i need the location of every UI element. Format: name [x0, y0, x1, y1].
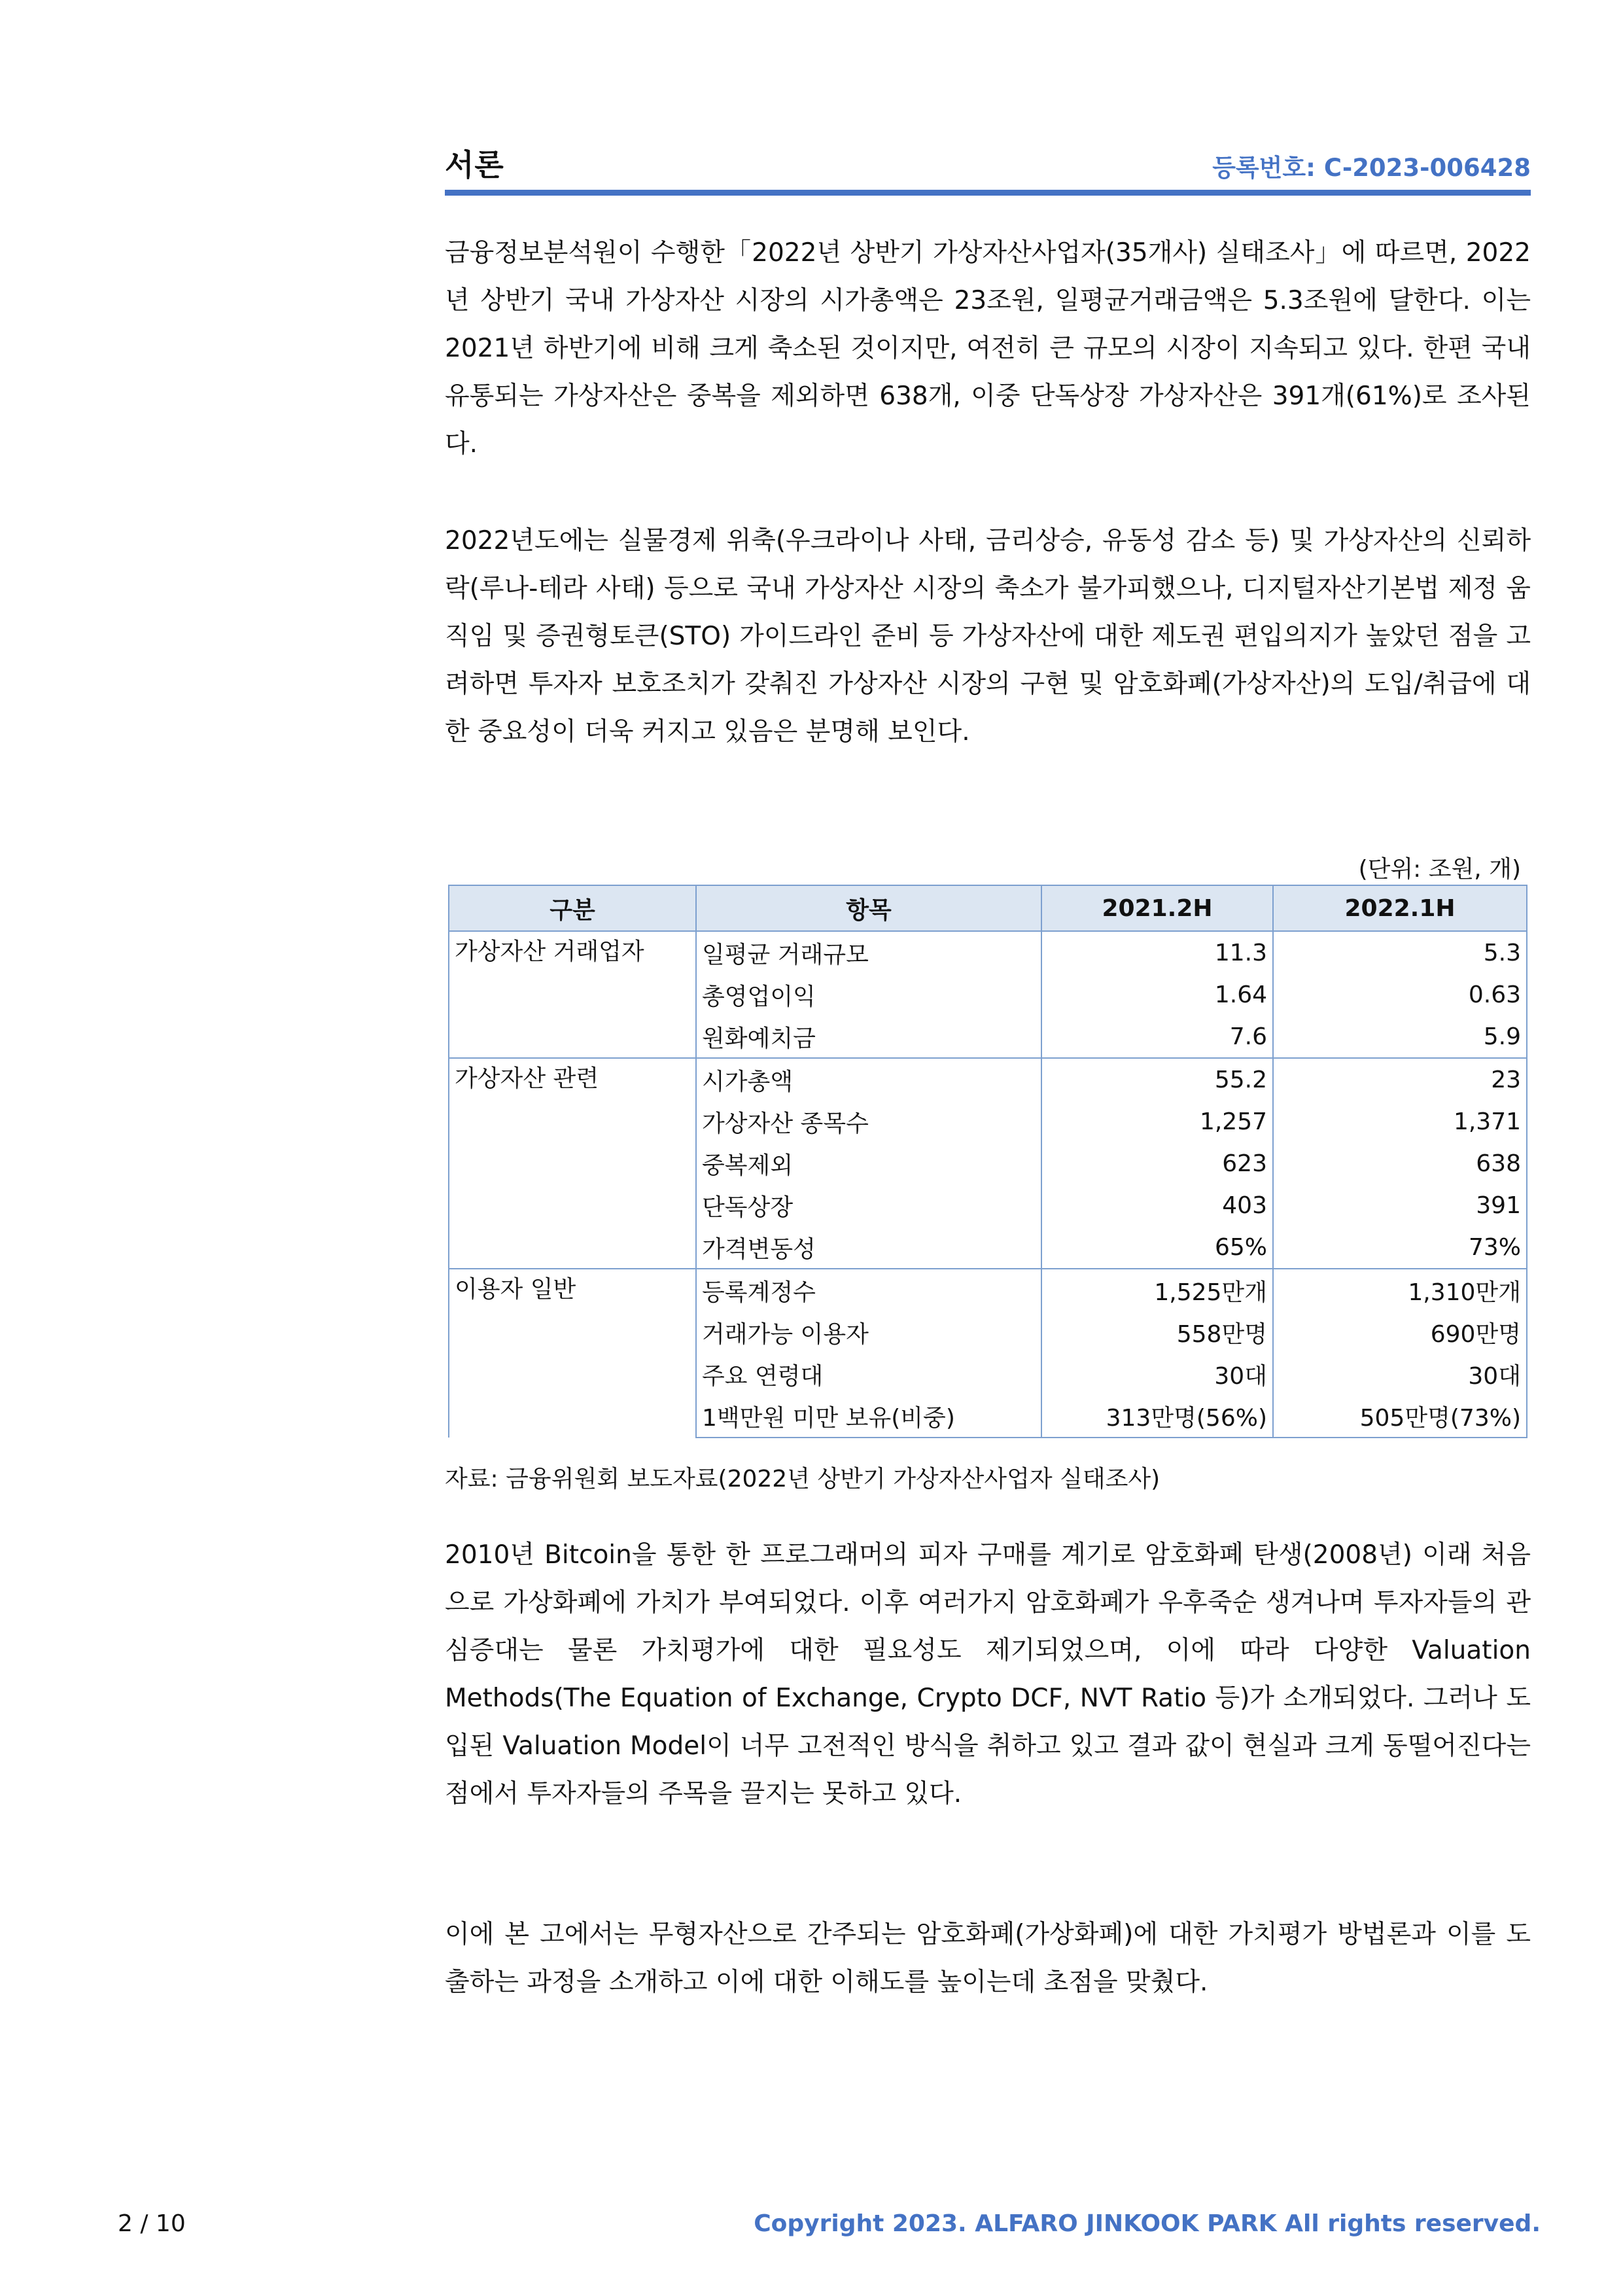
value-2021-cell: 313만명(56%)	[1041, 1395, 1273, 1438]
value-2022-cell: 5.9	[1273, 1016, 1527, 1058]
value-2022-cell: 391	[1273, 1184, 1527, 1226]
item-cell: 총영업이익	[696, 974, 1041, 1016]
item-cell: 시가총액	[696, 1058, 1041, 1101]
header-category: 구분	[449, 885, 696, 931]
item-cell: 원화예치금	[696, 1016, 1041, 1058]
page-header	[445, 143, 1531, 196]
item-cell: 가격변동성	[696, 1226, 1041, 1269]
intro-paragraph-2: 2022년도에는 실물경제 위축(우크라이나 사태, 금리상승, 유동성 감소 등) 및 가상자산의 신뢰하락(루나-테라 사태) 등으로 국내 가상자산 시장의 축소가 불가피했으나, 디지털자산기본법 제정 움직임 및 증권형토큰(STO) 가이드라인 준비 등 가상자산에 대한 제도권 편입의지가 높았던 점을 고려하면 투자자 보호조치가 갖춰진 가상자산 시장의 구현 및 암호화폐(가상자산)의 도입/취급에 대한 중요성이 더욱 커지고 있음은 분명해 보인다.	[445, 526, 1531, 747]
crypto-market-table	[448, 885, 1527, 1438]
registration-number: 등록번호: C-2023-006428	[1212, 154, 1531, 182]
value-2022-cell: 1,310만개	[1273, 1269, 1527, 1311]
item-cell: 가상자산 종목수	[696, 1101, 1041, 1142]
group-cell: 가상자산 관련	[449, 1058, 696, 1269]
value-2021-cell: 30대	[1041, 1353, 1273, 1395]
item-cell: 등록계정수	[696, 1269, 1041, 1311]
value-2022-cell: 23	[1273, 1058, 1527, 1101]
section-title: 서론	[445, 147, 504, 183]
table-row	[449, 931, 1527, 974]
value-2021-cell: 1,525만개	[1041, 1269, 1273, 1311]
value-2021-cell: 65%	[1041, 1226, 1273, 1269]
value-2021-cell: 55.2	[1041, 1058, 1273, 1101]
table-row	[449, 1269, 1527, 1311]
body-paragraph-3: 2010년 Bitcoin을 통한 한 프로그래머의 피자 구매를 계기로 암호화폐 탄생(2008년) 이래 처음으로 가상화폐에 가치가 부여되었다. 이후 여러가지 암호화폐가 우후죽순 생겨나며 투자자들의 관심증대는 물론 가치평가에 대한 필요성도 제기되었으며, 이에 따라 다양한 Valuation Methods(The Equation of Exchange, Crypto DCF, NVT Ratio 등)가 소개되었다. 그러나 도입된 Valuation Model이 너무 고전적인 방식을 취하고 있고 결과 값이 현실과 크게 동떨어진다는 점에서 투자자들의 주목을 끌지는 못하고 있다.	[445, 1540, 1531, 1809]
group-cell: 이용자 일반	[449, 1269, 696, 1438]
intro-paragraph-1: 금융정보분석원이 수행한「2022년 상반기 가상자산사업자(35개사) 실태조사」에 따르면, 2022년 상반기 국내 가상자산 시장의 시가총액은 23조원, 일평균거래금액은 5.3조원에 달한다. 이는 2021년 하반기에 비해 크게 축소된 것이지만, 여전히 큰 규모의 시장이 지속되고 있다. 한편 국내 유통되는 가상자산은 중복을 제외하면 638개, 이중 단독상장 가상자산은 391개(61%)로 조사된다.	[445, 238, 1531, 459]
value-2022-cell: 73%	[1273, 1226, 1527, 1269]
value-2022-cell: 0.63	[1273, 974, 1527, 1016]
value-2022-cell: 505만명(73%)	[1273, 1395, 1527, 1438]
table-header-row	[449, 885, 1527, 931]
item-cell: 중복제외	[696, 1142, 1041, 1184]
value-2021-cell: 7.6	[1041, 1016, 1273, 1058]
value-2021-cell: 1,257	[1041, 1101, 1273, 1142]
value-2021-cell: 558만명	[1041, 1311, 1273, 1353]
group-cell: 가상자산 거래업자	[449, 931, 696, 1058]
item-cell: 1백만원 미만 보유(비중)	[696, 1395, 1041, 1438]
body-paragraph-4: 이에 본 고에서는 무형자산으로 간주되는 암호화폐(가상화폐)에 대한 가치평가 방법론과 이를 도출하는 과정을 소개하고 이에 대한 이해도를 높이는데 초점을 맞췄다.	[445, 1920, 1531, 1997]
value-2022-cell: 638	[1273, 1142, 1527, 1184]
item-cell: 일평균 거래규모	[696, 931, 1041, 974]
value-2022-cell: 5.3	[1273, 931, 1527, 974]
value-2021-cell: 11.3	[1041, 931, 1273, 974]
table-row	[449, 1058, 1527, 1101]
value-2022-cell: 30대	[1273, 1353, 1527, 1395]
table-source-note: 자료: 금융위원회 보도자료(2022년 상반기 가상자산사업자 실태조사)	[445, 1466, 1161, 1492]
item-cell: 단독상장	[696, 1184, 1041, 1226]
item-cell: 거래가능 이용자	[696, 1311, 1041, 1353]
value-2022-cell: 690만명	[1273, 1311, 1527, 1353]
copyright-notice: Copyright 2023. ALFARO JINKOOK PARK All rights reserved.	[754, 2210, 1541, 2237]
item-cell: 주요 연령대	[696, 1353, 1041, 1395]
header-2021-2h: 2021.2H	[1041, 885, 1273, 931]
value-2021-cell: 403	[1041, 1184, 1273, 1226]
value-2021-cell: 1.64	[1041, 974, 1273, 1016]
page-number: 2 / 10	[118, 2210, 186, 2237]
value-2021-cell: 623	[1041, 1142, 1273, 1184]
table-unit-note: (단위: 조원, 개)	[1358, 856, 1521, 883]
header-item: 항목	[696, 885, 1041, 931]
header-2022-1h: 2022.1H	[1273, 885, 1527, 931]
value-2022-cell: 1,371	[1273, 1101, 1527, 1142]
